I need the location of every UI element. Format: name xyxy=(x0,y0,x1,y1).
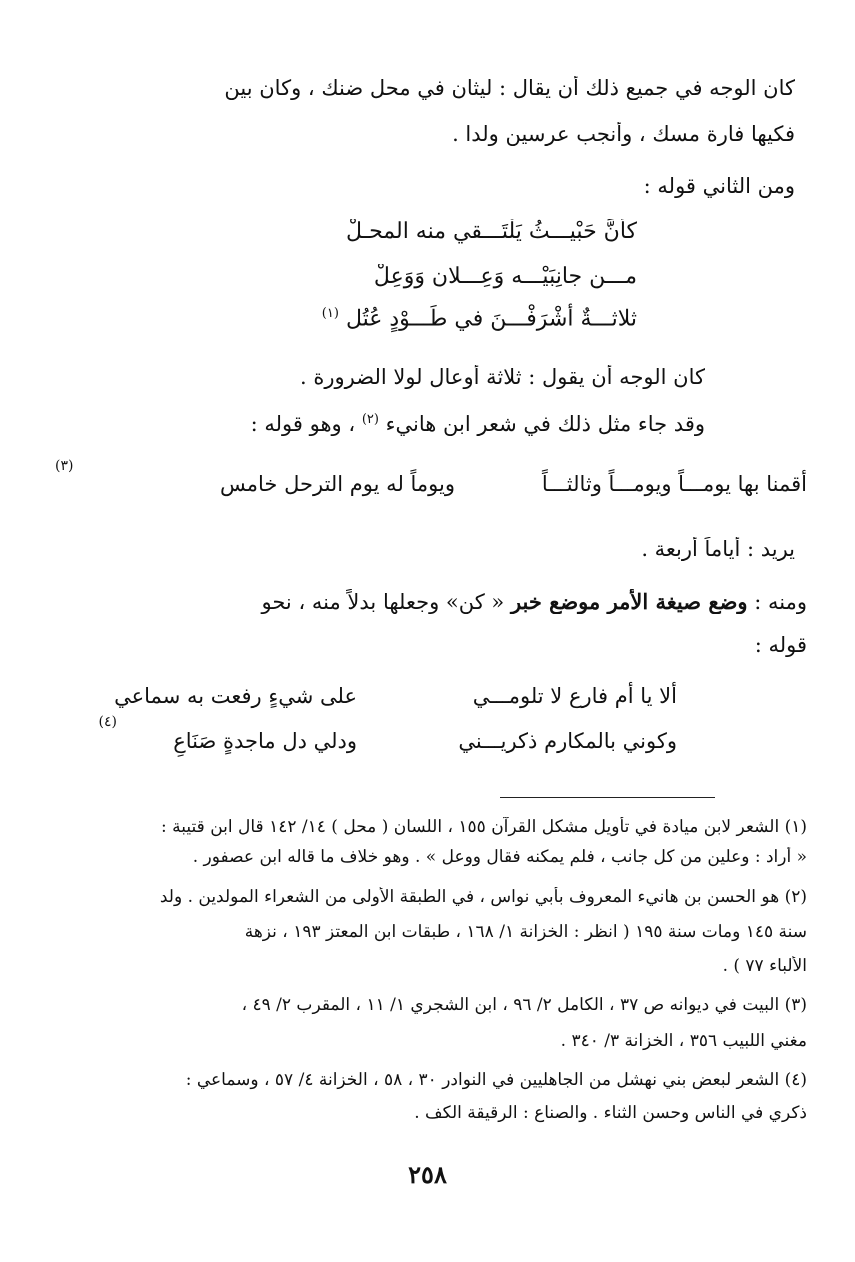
footnote-separator xyxy=(500,797,715,798)
paragraph-line: قوله : xyxy=(754,633,807,657)
verse-line: كأنَّ حَبْيـــثُ يَلْتَـــقي منه المحـلْ xyxy=(345,219,637,244)
footnote-ref: (١) xyxy=(321,306,339,321)
verse-line: مـــن جانِبَيْـــه وَعِـــلان وَوَعِلْ xyxy=(373,264,637,289)
footnote-line: « أراد : وعلين من كل جانب ، فلم يمكنه فقال ووعل » . وهو خلاف ما قاله ابن عصفور . xyxy=(192,847,807,867)
paragraph-text: ، وهو قوله : xyxy=(250,412,356,436)
verse-hemistich: أقمنا بها يومـــاً ويومـــاً وثالثـــاً xyxy=(541,472,807,496)
footnote-line: (٤) الشعر لبعض بني نهشل من الجاهليين في النوادر ٣٠ ، ٥٨ ، الخزانة ٤/ ٥٧ ، وسماعي : xyxy=(185,1070,807,1090)
paragraph-line: يريد : أياماً أربعة . xyxy=(641,537,795,561)
paragraph-line xyxy=(60,412,705,436)
footnote-line: مغني اللبيب ٣٥٦ ، الخزانة ٣/ ٣٤٠ . xyxy=(560,1031,807,1051)
footnote-ref: (٤) xyxy=(98,714,117,730)
footnote-line: الألباء ٧٧ ) . xyxy=(722,956,807,976)
footnote-ref: (٢) xyxy=(361,412,379,427)
paragraph-line: ومن الثاني قوله : xyxy=(643,174,795,198)
verse-hemistich: وكوني بالمكارم ذكريـــني xyxy=(458,729,677,753)
footnote-ref: (٣) xyxy=(55,458,74,474)
footnote-line: سنة ١٤٥ ومات سنة ١٩٥ ( انظر : الخزانة ١/ ١٦٨ ، طبقات ابن المعتز ١٩٣ ، نزهة xyxy=(244,922,807,942)
verse-line xyxy=(60,306,637,331)
verse-text: ثلاثـــةٌ أشْرَفْـــنَ في طَـــوْدٍ عُتُل xyxy=(345,306,637,332)
footnote-line: (١) الشعر لابن ميادة في تأويل مشكل القرآن ١٥٥ ، اللسان ( محل ) ١٤/ ١٤٢ قال ابن قتيبة : xyxy=(161,817,807,837)
paragraph-text: « كن» وجعلها بدلاً منه ، نحو xyxy=(261,590,505,614)
paragraph-text: وقد جاء مثل ذلك في شعر ابن هانيء xyxy=(385,412,705,436)
verse-hemistich: ودلي دل ماجدةٍ صَنَاعِ xyxy=(173,729,357,753)
paragraph-line: كان الوجه في جميع ذلك أن يقال : ليثان في محل ضنك ، وكان بين xyxy=(224,76,795,100)
footnote-line: (٣) البيت في ديوانه ص ٣٧ ، الكامل ٢/ ٩٦ ، ابن الشجري ١/ ١١ ، المقرب ٢/ ٤٩ ، xyxy=(241,995,807,1015)
footnote-line: (٢) هو الحسن بن هانيء المعروف بأبي نواس ، في الطبقة الأولى من الشعراء المولدين . ولد xyxy=(159,887,807,907)
paragraph-text: ومنه : xyxy=(754,590,807,614)
verse-hemistich: ألا يا أم فارع لا تلومـــي xyxy=(472,684,677,708)
verse-hemistich: ويوماً له يوم الترحل خامس xyxy=(220,472,455,496)
paragraph-line xyxy=(42,589,807,614)
paragraph-line: فكيها فارة مسك ، وأنجب عرسين ولدا . xyxy=(452,122,795,146)
verse-hemistich: على شيءٍ رفعت به سماعي xyxy=(114,684,357,708)
paragraph-line: كان الوجه أن يقول : ثلاثة أوعال لولا الضرورة . xyxy=(300,365,705,389)
emphasis-text: وضع صيغة الأمر موضع خبر xyxy=(510,589,748,614)
page-number: ٢٥٨ xyxy=(408,1160,447,1189)
footnote-line: ذكري في الناس وحسن الثناء . والصناع : الرقيقة الكف . xyxy=(414,1103,807,1123)
